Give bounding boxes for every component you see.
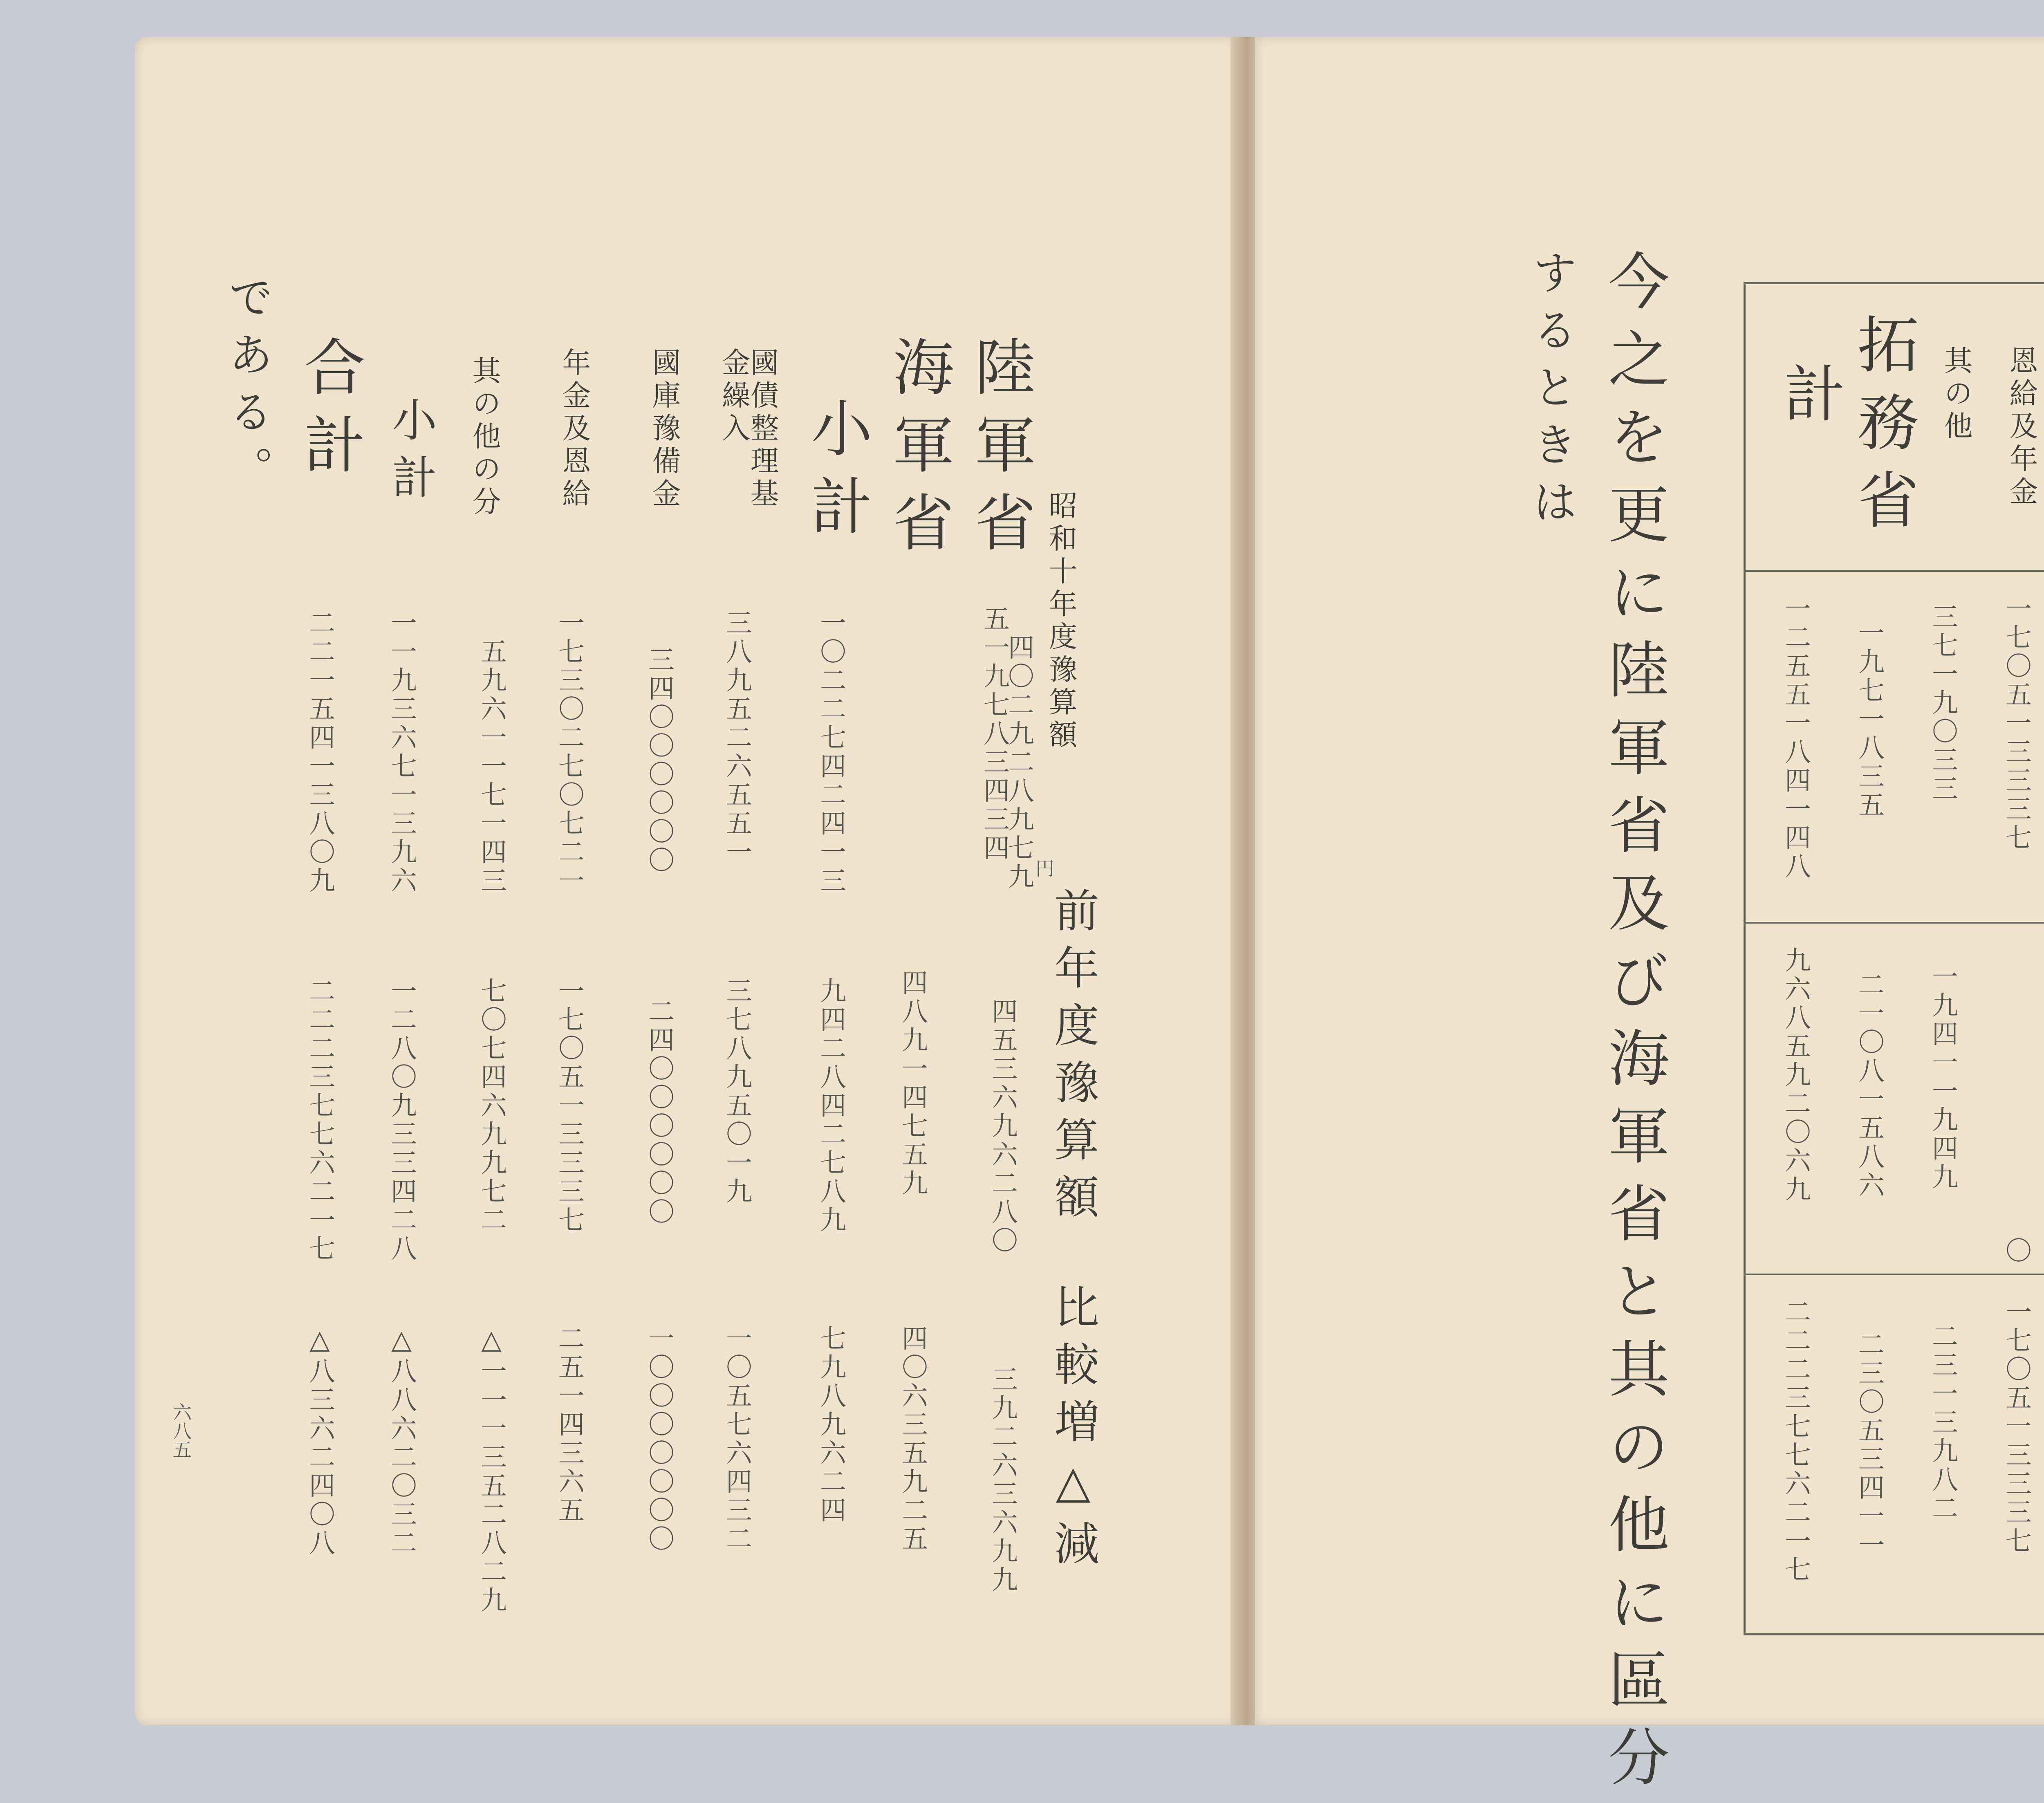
table-value-total: 二三一三九八二	[1927, 1323, 1958, 1523]
value-change: △八三六二四〇八	[305, 1325, 335, 1558]
open-book	[135, 37, 2044, 1803]
closing-text: である。	[221, 274, 273, 503]
value-current: 一一九三六七一三九六	[386, 609, 417, 895]
left-page	[135, 37, 1239, 1725]
table-row-label: 恩給及年金	[2005, 345, 2038, 509]
table-value-regular: 一二五五一八四一四八	[1780, 595, 1811, 881]
row-label: 國債整理基金繰入	[717, 348, 779, 511]
table-row-label: 計	[1773, 362, 1845, 440]
table-value-temporary: 九六八五九二〇六九	[1780, 946, 1811, 1204]
row-label: 海軍省	[882, 335, 953, 568]
value-previous: 一七〇五一三三三七	[554, 977, 584, 1235]
value-previous: 七〇七四六九九七二	[476, 977, 507, 1235]
body-text-line: するときは	[1525, 249, 1578, 536]
page-number: 六八五	[170, 1402, 192, 1459]
table-value-temporary: 一九四一一九四九	[1927, 963, 1958, 1192]
value-current: 三四〇〇〇〇〇〇	[644, 646, 674, 875]
value-change: 三九二六三六九九	[987, 1366, 1018, 1594]
value-change: 四〇六三五九二五	[897, 1325, 928, 1554]
value-previous: 二四〇〇〇〇〇〇	[644, 998, 674, 1227]
value-current: 四〇二九二八九七九	[1004, 634, 1034, 891]
row-label: 國庫豫備金	[648, 348, 681, 511]
value-previous: 一二八〇九三三四二八	[386, 977, 417, 1263]
value-current: 一七三〇二七〇七二一	[554, 609, 584, 895]
table-value-total: 二三〇五三四一一	[1854, 1331, 1884, 1560]
value-current: 五九六一一七一四三	[476, 638, 507, 895]
table-value-total: 一七〇五一三三三七	[2001, 1298, 2031, 1556]
row-label: 其の他の分	[468, 356, 501, 519]
table-divider	[1746, 1274, 2044, 1275]
value-change: 七九八九六二四	[816, 1325, 846, 1525]
budget-table	[1744, 282, 2044, 1635]
value-current: 三八九五二六五五一	[722, 609, 752, 867]
table-value-regular: 一七〇五一三三三七	[2001, 595, 2031, 852]
row-label: 陸軍省	[964, 335, 1035, 568]
value-change: 二五一四三六五	[554, 1325, 584, 1525]
value-change: 一〇〇〇〇〇〇〇	[644, 1325, 674, 1554]
row-label: 小計	[800, 397, 872, 552]
table-divider	[1746, 570, 2044, 572]
yen-unit: 円	[1033, 859, 1055, 877]
value-previous: 四五三六九六二八〇	[987, 998, 1018, 1255]
value-previous: 四八九一四七五九	[897, 969, 928, 1198]
value-previous: 九四二八四二七八九	[816, 977, 846, 1235]
table-row-label: 拓務省	[1847, 313, 1918, 546]
table-divider	[1746, 922, 2044, 924]
header-comparison: 比較増△減	[1047, 1284, 1099, 1577]
table-value-temporary: 〇	[2001, 1237, 2031, 1265]
value-previous: 二二二三七七六二一七	[305, 977, 335, 1263]
row-label: 年金及恩給	[558, 348, 591, 511]
value-current: 五一九七八三四三四	[979, 605, 1009, 863]
value-change: △一一一三五二八二九	[476, 1325, 507, 1615]
table-value-total: 二二二三七七六二一七	[1780, 1298, 1811, 1584]
table-value-regular: 三七一九〇三三	[1927, 603, 1958, 803]
table-value-regular: 一九七一八三五	[1854, 619, 1884, 820]
row-label: 合計	[294, 335, 365, 491]
table-value-temporary: 二一〇八一五八六	[1854, 971, 1884, 1200]
header-previous-year: 前年度豫算額	[1047, 887, 1099, 1231]
row-label: 小計	[385, 397, 437, 511]
value-current: 二二一五四一三八〇九	[305, 609, 335, 895]
value-previous: 三七八九五〇一九	[722, 977, 752, 1206]
value-current: 一〇二二七四二四一三	[816, 609, 846, 895]
value-change: 一〇五七六四三二	[722, 1325, 752, 1554]
header-current-year: 昭和十年度豫算額	[1044, 491, 1078, 752]
table-row-label: 其の他	[1939, 345, 1973, 444]
body-text-line: 今之を更に陸軍省及び海軍省と其の他に區分	[1598, 249, 1669, 1803]
value-change: △八八六二〇三二	[386, 1325, 417, 1558]
